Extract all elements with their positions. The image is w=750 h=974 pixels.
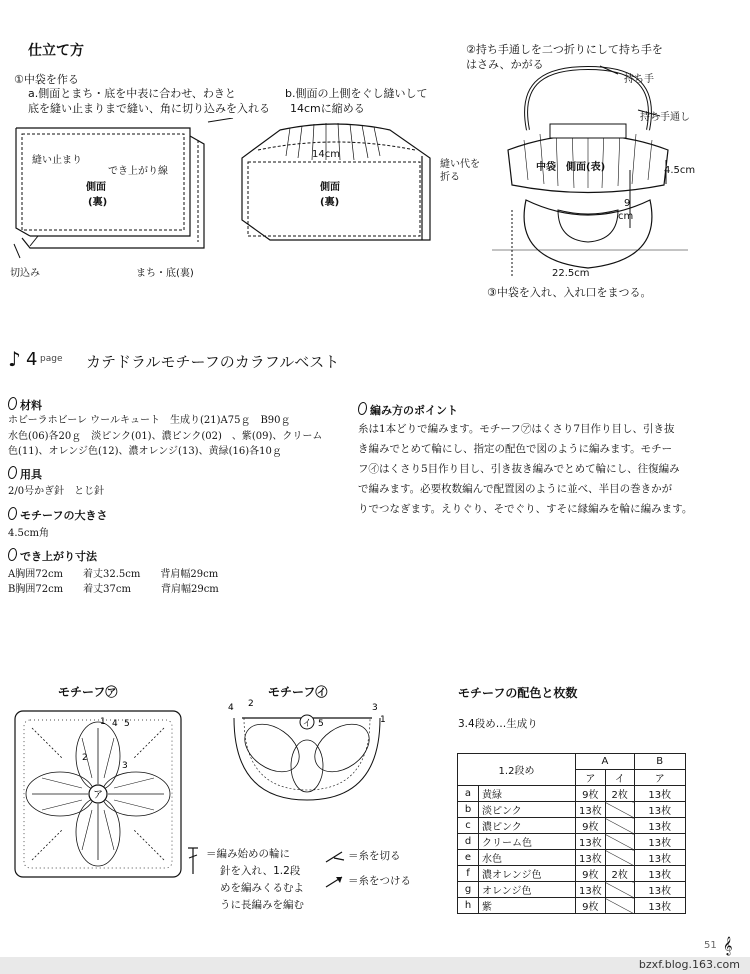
fig3-dim2-label-b: cm [618, 211, 634, 222]
header-col-b: B [634, 754, 685, 770]
motif-i-marker-2: 2 [248, 699, 254, 709]
motif-a-round-3: 3 [122, 761, 128, 771]
row-b: 13枚 [634, 818, 685, 834]
points-line-3: フ㋑はくさり5目作り目し、引き抜き編みでとめて輪にし、往復編み [358, 463, 680, 475]
fig3-inner-bag-label: 中袋 側面(表) [536, 162, 606, 173]
footer-url: bzxf.blog.163.com [638, 958, 740, 971]
row-color: 濃オレンジ色 [479, 866, 576, 882]
step2-text-1: ②持ち手通しを二つ折りにして持ち手を [466, 43, 663, 56]
row-color: 淡ピンク [479, 802, 576, 818]
music-note-icon: ♪ [8, 347, 21, 371]
row-color: オレンジ色 [479, 882, 576, 898]
row-key: e [458, 850, 479, 866]
fig2-wrong-label: (裏) [320, 197, 340, 208]
finish-size-a: A胸囲72cm 着丈32.5cm 背肩幅29cm [8, 569, 219, 580]
section-page-word: page [40, 354, 63, 364]
row-a2 [605, 802, 634, 818]
color-table-note: 3.4段め…生成り [458, 718, 538, 730]
motif-a-round-2: 2 [82, 753, 88, 763]
fig2-fold-label-1: 縫い代を [440, 159, 480, 170]
row-b: 13枚 [634, 850, 685, 866]
color-table [457, 753, 686, 914]
row-key: b [458, 802, 479, 818]
fig1-gusset-label: まち・底(裏) [136, 268, 194, 279]
materials-heading: 材料 [8, 397, 42, 413]
fig1-bag-panel [8, 118, 248, 268]
leaf-icon [8, 466, 17, 479]
step1a-text-2: 底を縫い止まりまで縫い、角に切り込みを入れる [28, 102, 270, 115]
fig1-finish-line-label: でき上がり線 [108, 166, 168, 177]
legend-start-1: ＝編み始めの輪に [206, 848, 290, 860]
points-line-2: き編みでとめて輪にし、指定の配色で図のように編みます。モチー [358, 443, 673, 455]
size-heading: モチーフの大きさ [8, 507, 107, 523]
step1b-text-1: b.側面の上側をぐし縫いして [285, 87, 428, 100]
table-row [458, 898, 686, 914]
tools-heading: 用具 [8, 466, 42, 482]
color-table-body [458, 786, 686, 914]
fig3-handle-loop-label: 持ち手通し [640, 112, 690, 123]
table-row [458, 866, 686, 882]
row-key: d [458, 834, 479, 850]
motif-a-title: モチーフ㋐ [58, 685, 118, 699]
size-text: 4.5cm角 [8, 528, 49, 539]
motif-i-title: モチーフ㋑ [268, 685, 328, 699]
row-color: クリーム色 [479, 834, 576, 850]
row-a2 [605, 882, 634, 898]
motif-i-marker-5: 5 [318, 719, 324, 729]
sub-header-b-a: ア [634, 770, 685, 786]
fig2-side-label: 側面 [320, 182, 340, 193]
row-color: 濃ピンク [479, 818, 576, 834]
finish-size-b: B胸囲72cm 着丈37cm 背肩幅29cm [8, 584, 219, 595]
motif-a-round-5: 5 [124, 719, 130, 729]
motif-i-marker-3: 3 [372, 703, 378, 713]
step2-text-2: はさみ、かがる [466, 58, 544, 71]
tools-text: 2/0号かぎ針 とじ針 [8, 486, 105, 497]
row-color: 紫 [479, 898, 576, 914]
treble-clef-icon: 𝄞 [723, 936, 733, 955]
row-b: 13枚 [634, 882, 685, 898]
row-a1: 9枚 [576, 818, 606, 834]
table-row [458, 786, 686, 802]
header-rows-label: 1.2段め [458, 754, 576, 786]
row-b: 13枚 [634, 834, 685, 850]
step1a-text-1: a.側面とまち・底を中表に合わせ、わきと [28, 87, 236, 100]
row-a1: 13枚 [576, 834, 606, 850]
legend-start-4: うに長編みを編む [220, 899, 304, 911]
motif-a-round-4: 4 [112, 719, 118, 729]
fig2-gathered-bag [240, 110, 440, 270]
motif-i-marker-4: 4 [228, 703, 234, 713]
leaf-icon [8, 507, 17, 520]
row-a2: 2枚 [605, 786, 634, 802]
fig2-fold-label-2: 折る [440, 172, 460, 183]
table-row [458, 802, 686, 818]
motif-i-marker-1: 1 [380, 715, 386, 725]
row-a1: 9枚 [576, 898, 606, 914]
points-line-5: りでつなぎます。えりぐり、そでぐり、すそに縁編みを輪に編みます。 [358, 503, 693, 515]
finish-heading: でき上がり寸法 [8, 548, 97, 564]
motif-a-center-label: ア [93, 790, 103, 801]
step1-heading: ①中袋を作る [14, 73, 79, 86]
page-number: 51 [704, 940, 717, 951]
materials-line-2: 水色(06)各20ｇ 淡ピンク(01)、濃ピンク(02) 、紫(09)、クリーム [8, 431, 323, 442]
motif-a-round-1: 1 [100, 717, 106, 727]
cut-yarn-symbol-icon [324, 848, 346, 864]
table-row [458, 882, 686, 898]
row-key: h [458, 898, 479, 914]
materials-line-3: 色(11)、オレンジ色(12)、濃オレンジ(13)、黄緑(16)各10ｇ [8, 446, 282, 457]
leaf-icon [8, 397, 17, 410]
fig1-side-label: 側面 [86, 182, 106, 193]
row-color: 黄緑 [479, 786, 576, 802]
row-b: 13枚 [634, 802, 685, 818]
row-a1: 9枚 [576, 866, 606, 882]
fig1-stop-label: 縫い止まり [32, 155, 82, 166]
row-key: f [458, 866, 479, 882]
fig2-width-label: 14cm [312, 149, 340, 160]
points-line-4: で編みます。必要枚数編んで配置図のように並べ、半目の巻きかが [358, 483, 673, 495]
table-row [458, 834, 686, 850]
step1b-text-2: 14cmに縮める [290, 102, 365, 115]
step3-text: ③中袋を入れ、入れ口をまつる。 [487, 286, 652, 299]
header-col-a: A [576, 754, 635, 770]
points-line-1: 糸は1本どりで編みます。モチーフ㋐はくさり7目作り目し、引き抜 [358, 423, 675, 435]
sub-header-a-a: ア [576, 770, 606, 786]
motif-a-chart [12, 708, 184, 880]
row-a1: 13枚 [576, 850, 606, 866]
row-b: 13枚 [634, 786, 685, 802]
row-a2: 2枚 [605, 866, 634, 882]
attach-yarn-symbol-icon [324, 873, 346, 889]
fig1-wrong-label: (裏) [88, 197, 108, 208]
row-key: a [458, 786, 479, 802]
row-a2 [605, 898, 634, 914]
row-a2 [605, 834, 634, 850]
row-a2 [605, 818, 634, 834]
row-key: c [458, 818, 479, 834]
motif-i-chart [222, 696, 392, 816]
legend-start-3: めを編みくるむよ [220, 882, 304, 894]
start-ring-symbol-icon [186, 846, 200, 876]
color-table-title: モチーフの配色と枚数 [458, 686, 578, 700]
legend-attach: ＝糸をつける [348, 875, 411, 887]
points-heading: 編み方のポイント [358, 402, 458, 418]
construction-title: 仕立て方 [28, 43, 84, 59]
row-key: g [458, 882, 479, 898]
legend-cut: ＝糸を切る [348, 850, 401, 862]
row-a1: 13枚 [576, 882, 606, 898]
footer-bar [0, 957, 750, 974]
leaf-icon [358, 402, 367, 415]
fig3-dim1-label: 4.5cm [664, 165, 696, 176]
row-b: 13枚 [634, 866, 685, 882]
table-row [458, 818, 686, 834]
section-title: カテドラルモチーフのカラフルベスト [86, 353, 340, 371]
table-row [458, 850, 686, 866]
fig1-cut-label: 切込み [10, 268, 40, 279]
fig3-dim2-label-a: 9 [624, 198, 631, 209]
motif-i-center-label: イ [302, 719, 312, 729]
row-a2 [605, 850, 634, 866]
row-a1: 9枚 [576, 786, 606, 802]
legend-start-2: 針を入れ、1.2段 [220, 865, 301, 877]
row-b: 13枚 [634, 898, 685, 914]
materials-line-1: ホビーラホビーレ ウールキュート 生成り(21)A75ｇ B90ｇ [8, 415, 291, 426]
sub-header-a-i: イ [605, 770, 634, 786]
row-a1: 13枚 [576, 802, 606, 818]
fig3-handle-label: 持ち手 [624, 74, 654, 85]
row-color: 水色 [479, 850, 576, 866]
fig3-dim3-label: 22.5cm [552, 268, 590, 279]
leaf-icon [8, 548, 17, 561]
section-page-number: 4 [26, 349, 38, 370]
